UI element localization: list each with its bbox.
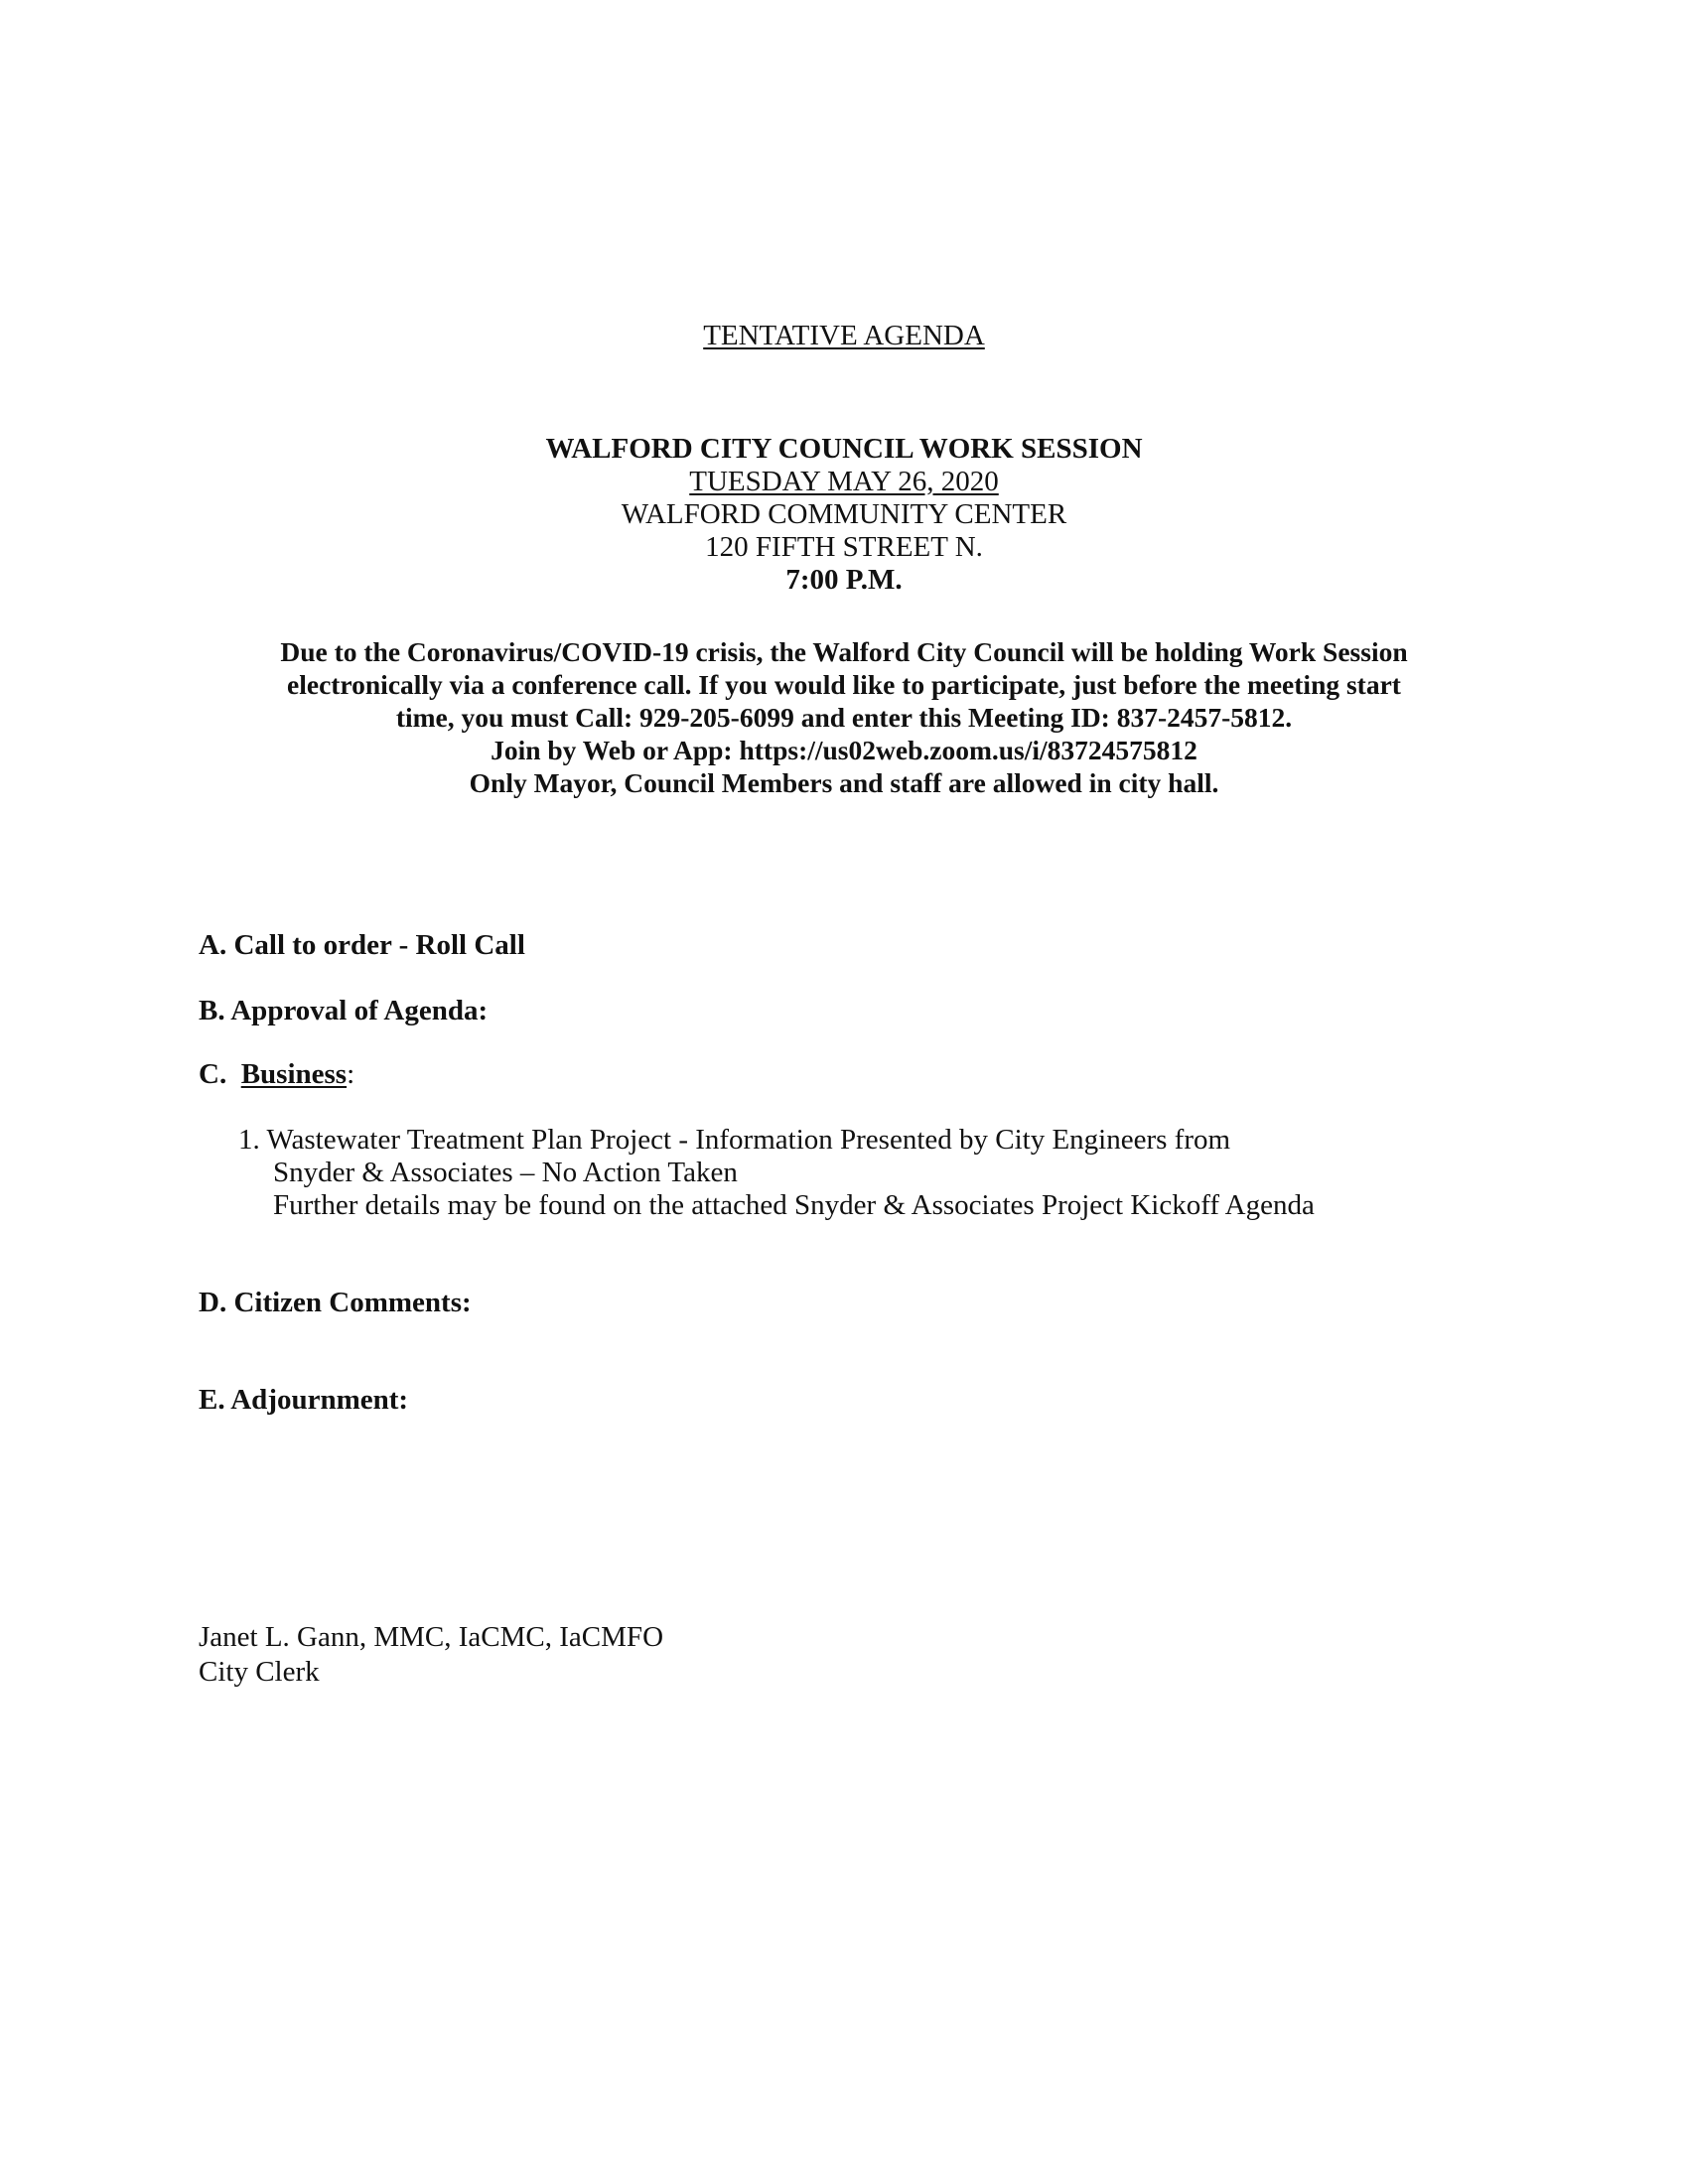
clerk-title: City Clerk: [199, 1656, 320, 1688]
business-colon: :: [347, 1058, 355, 1090]
agenda-item-adjournment: E. Adjournment:: [199, 1384, 409, 1416]
signature-block: [199, 1620, 663, 1690]
agenda-item-business: [199, 1058, 354, 1091]
notice-line: Only Mayor, Council Members and staff are allowed in city hall.: [469, 767, 1219, 798]
business-item: [238, 1124, 1315, 1222]
agenda-item-citizen-comments: D. Citizen Comments:: [199, 1287, 472, 1318]
meeting-date: TUESDAY MAY 26, 2020: [689, 466, 999, 497]
meeting-header: [0, 433, 1688, 597]
notice-line: electronically via a conference call. If you would like to participate, just before the meeting start: [287, 669, 1401, 700]
business-item-line: Snyder & Associates – No Action Taken: [273, 1157, 738, 1188]
notice-line: Due to the Coronavirus/COVID-19 crisis, the Walford City Council will be holding Work Session: [280, 636, 1408, 667]
covid-notice: [0, 635, 1688, 799]
council-name: WALFORD CITY COUNCIL WORK SESSION: [545, 433, 1143, 465]
notice-line: Join by Web or App: https://us02web.zoom.us/i/83724575812: [491, 735, 1197, 765]
meeting-location: WALFORD COMMUNITY CENTER: [621, 498, 1067, 530]
business-item-line: Further details may be found on the attached Snyder & Associates Project Kickoff Agenda: [273, 1189, 1315, 1221]
meeting-time: 7:00 P.M.: [785, 564, 903, 596]
clerk-name: Janet L. Gann, MMC, IaCMC, IaCMFO: [199, 1621, 664, 1653]
meeting-address: 120 FIFTH STREET N.: [705, 531, 983, 563]
business-item-line: 1. Wastewater Treatment Plan Project - Information Presented by City Engineers from: [238, 1124, 1231, 1156]
business-heading: Business: [240, 1058, 348, 1090]
notice-line: time, you must Call: 929-205-6099 and enter this Meeting ID: 837-2457-5812.: [395, 702, 1293, 733]
agenda-item-prefix: C.: [199, 1058, 241, 1090]
document-title: TENTATIVE AGENDA: [703, 320, 985, 351]
agenda-item-call-to-order: A. Call to order - Roll Call: [199, 929, 525, 961]
agenda-item-approval: B. Approval of Agenda:: [199, 995, 489, 1026]
